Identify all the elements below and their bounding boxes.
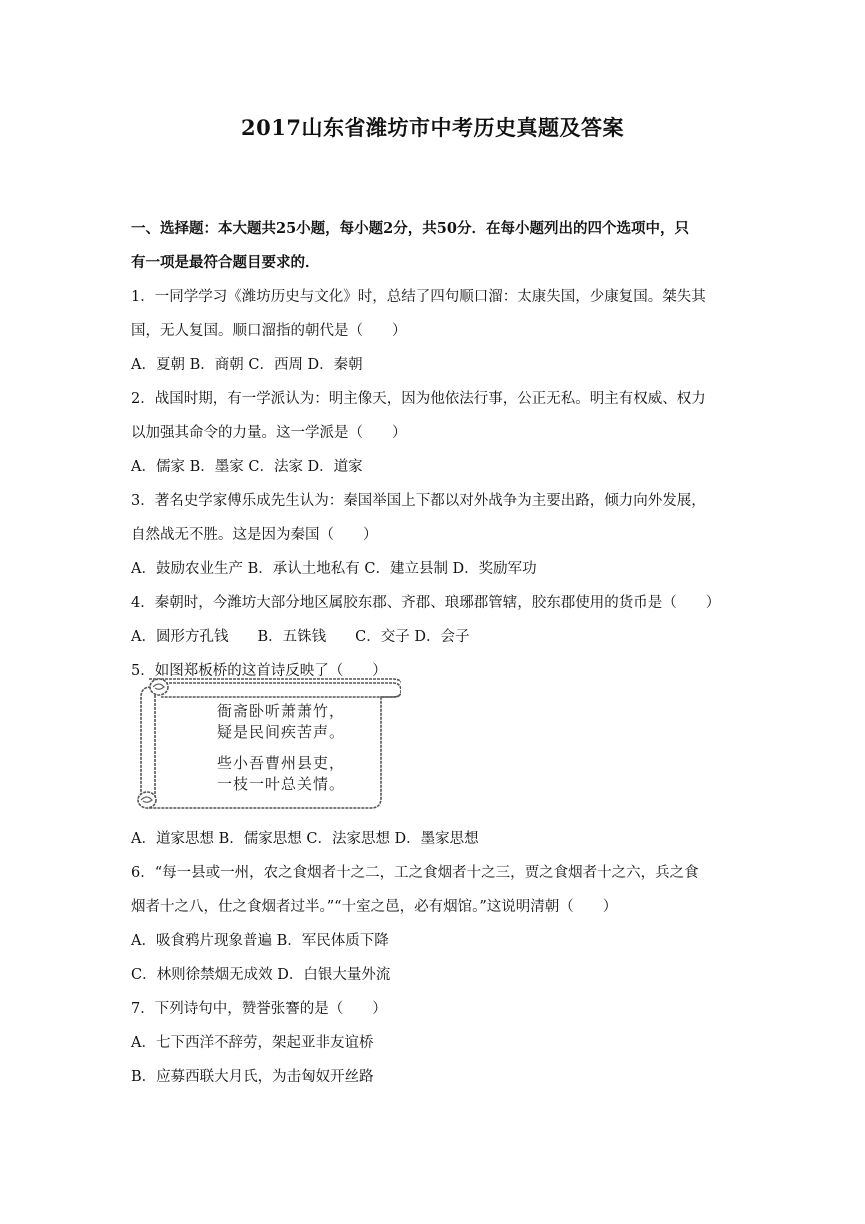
question-3-options: A．鼓励农业生产 B．承认土地私有 C．建立县制 D．奖励军功 — [131, 561, 537, 577]
question-5-stem: 5．如图郑板桥的这首诗反映了（ ） — [131, 663, 387, 679]
poem-line: 疑是民间疾苦声。 — [217, 723, 346, 741]
question-1-stem-cont: 国，无人复国。顺口溜指的朝代是（ ） — [131, 323, 407, 339]
page-title: 2017山东省潍坊市中考历史真题及答案 — [241, 115, 624, 140]
question-7-option-a: A．七下西洋不辞劳，架起亚非友谊桥 — [131, 1035, 374, 1051]
question-6-options-cont: C．林则徐禁烟无成效 D．白银大量外流 — [131, 967, 391, 983]
question-2-stem: 2．战国时期，有一学派认为：明主像天，因为他依法行事，公正无私。明主有权威、权力 — [131, 391, 706, 407]
question-6-stem: 6．“每一县或一州，农之食烟者十之二，工之食烟者十之三，贾之食烟者十之六，兵之食 — [131, 865, 699, 881]
question-3-stem-cont: 自然战无不胜。这是因为秦国（ ） — [131, 527, 378, 543]
question-1-stem: 1．一同学学习《潍坊历史与文化》时，总结了四句顺口溜：太康失国，少康复国。桀失其 — [131, 289, 706, 305]
question-6-options: A．吸食鸦片现象普遍 B．军民体质下降 — [131, 933, 389, 949]
poem-text — [217, 701, 345, 795]
question-5-options: A．道家思想 B．儒家思想 C．法家思想 D．墨家思想 — [131, 831, 479, 847]
poem-line: 衙斋卧听萧萧竹， — [217, 702, 346, 720]
question-4-options: A．圆形方孔钱 B．五铢钱 C．交子 D．会子 — [131, 629, 470, 645]
question-4-stem: 4．秦朝时，今潍坊大部分地区属胶东郡、齐郡、琅琊郡管辖，胶东郡使用的货币是（ ） — [131, 595, 721, 611]
section-heading-cont: 有一项是最符合题目要求的． — [131, 254, 320, 271]
question-7-stem: 7．下列诗句中，赞誉张謇的是（ ） — [131, 1001, 387, 1017]
question-1-options: A．夏朝 B．商朝 C．西周 D．秦朝 — [131, 357, 363, 373]
question-2-options: A．儒家 B．墨家 C．法家 D．道家 — [131, 459, 363, 475]
poem-scroll-figure — [131, 673, 401, 813]
poem-line: 一枝一叶总关情。 — [217, 775, 346, 793]
question-3-stem: 3．著名史学家傅乐成先生认为：秦国举国上下都以对外战争为主要出路，倾力向外发展， — [131, 493, 706, 509]
poem-line: 些小吾曹州县吏， — [217, 754, 346, 772]
section-heading: 一、选择题：本大题共25小题，每小题2分，共50分．在每小题列出的四个选项中，只 — [131, 220, 689, 237]
question-2-stem-cont: 以加强其命令的力量。这一学派是（ ） — [131, 425, 407, 441]
question-7-option-b: B．应募西联大月氏，为击匈奴开丝路 — [131, 1069, 374, 1085]
question-6-stem-cont: 烟者十之八，仕之食烟者过半。”“十室之邑，必有烟馆。”这说明清朝（ ） — [131, 899, 618, 915]
